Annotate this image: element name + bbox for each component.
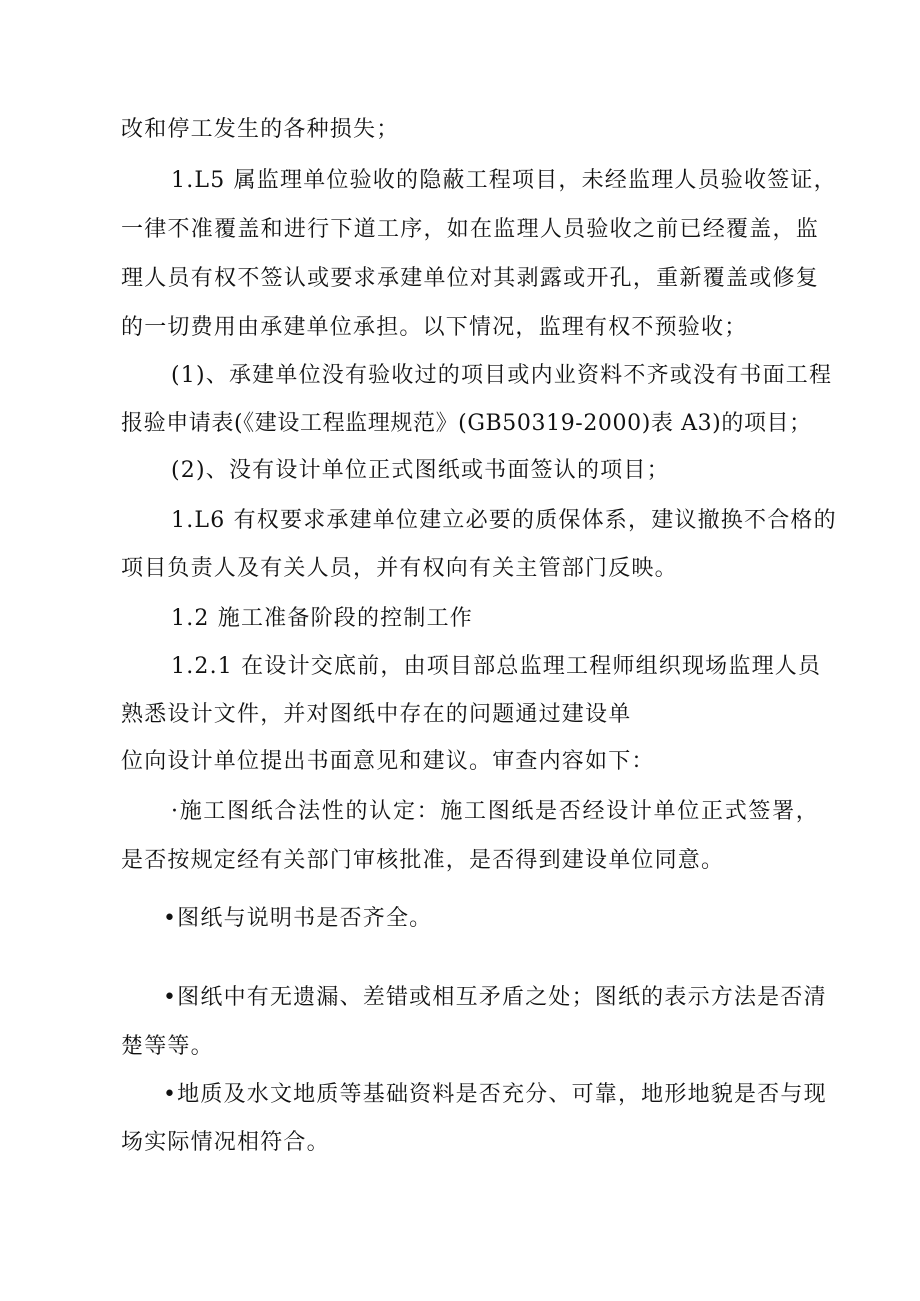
bullet-item-3: •地质及水文地质等基础资料是否充分、可靠，地形地貌是否与现 <box>163 1082 827 1107</box>
bullet-item-1: •图纸与说明书是否齐全。 <box>163 906 433 931</box>
text-line-12: 1.2.1 在设计交底前，由项目部总监理工程师组织现场监理人员 <box>171 654 822 679</box>
text-line-10: 项目负责人及有关人员，并有权向有关主管部门反映。 <box>121 556 678 581</box>
text-line-13: 熟悉设计文件，并对图纸中存在的问题通过建设单 <box>121 702 632 727</box>
text-line-6: (1)、承建单位没有验收过的项目或内业资料不齐或没有书面工程 <box>171 363 833 388</box>
text-line-3: 一律不准覆盖和进行下道工序，如在监理人员验收之前已经覆盖，监 <box>121 217 819 242</box>
bullet-item-3-cont: 场实际情况相符合。 <box>121 1130 330 1155</box>
text-line-9: 1.L6 有权要求承建单位建立必要的质保体系，建议撤换不合格的 <box>171 508 837 533</box>
text-line-5: 的一切费用由承建单位承担。以下情况，监理有权不预验收； <box>121 315 748 340</box>
text-line-15: ·施工图纸合法性的认定：施工图纸是否经设计单位正式签署， <box>171 799 819 824</box>
text-line-1: 改和停工发生的各种损失； <box>121 117 400 142</box>
text-line-8: (2)、没有设计单位正式图纸或书面签认的项目； <box>171 458 670 483</box>
section-heading: 1.2 施工准备阶段的控制工作 <box>171 606 473 631</box>
text-line-2: 1.L5 属监理单位验收的隐蔽工程项目，未经监理人员验收签证， <box>171 168 837 193</box>
text-line-4: 理人员有权不签认或要求承建单位对其剥露或开孔，重新覆盖或修复 <box>121 266 819 291</box>
text-line-16: 是否按规定经有关部门审核批准，是否得到建设单位同意。 <box>121 848 725 873</box>
bullet-item-2-cont: 楚等等。 <box>121 1034 214 1059</box>
text-line-14: 位向设计单位提出书面意见和建议。审查内容如下： <box>121 749 655 774</box>
text-line-7: 报验申请表(《建设工程监理规范》(GB50319-2000)表 A3)的项目； <box>121 411 812 436</box>
bullet-item-2: •图纸中有无遗漏、差错或相互矛盾之处；图纸的表示方法是否清 <box>163 985 827 1010</box>
